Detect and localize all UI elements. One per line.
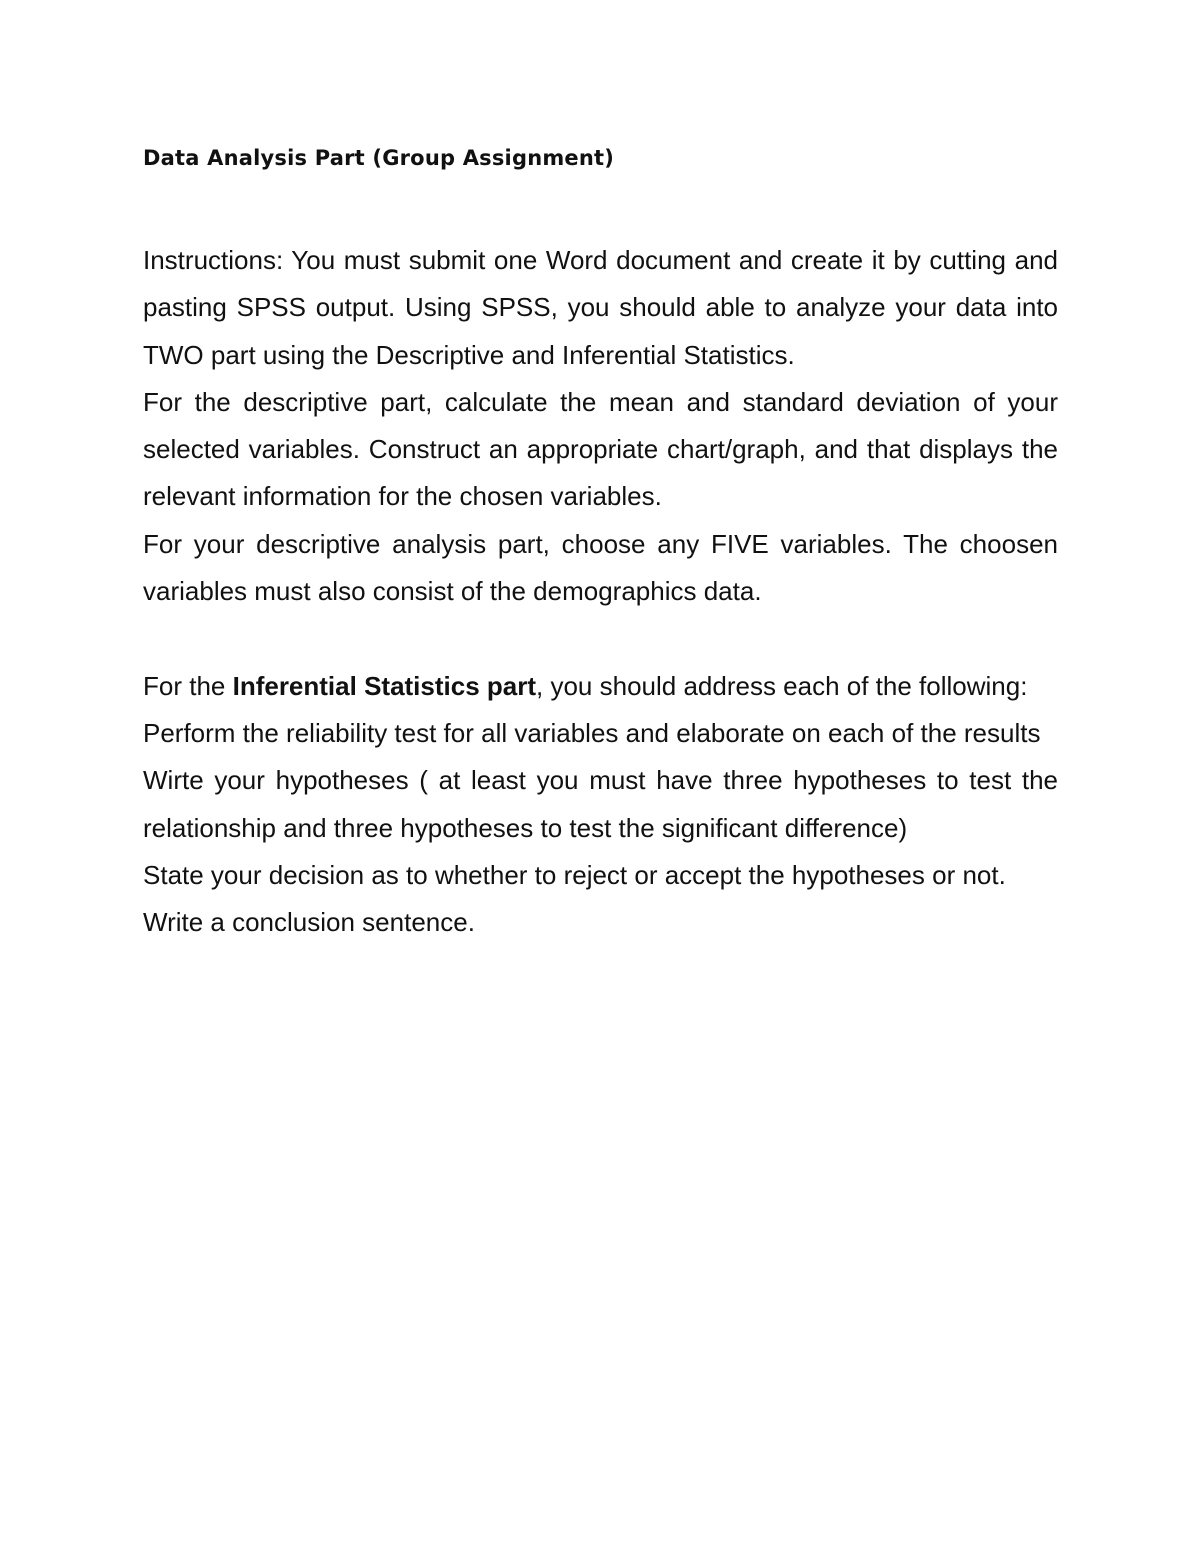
document-title: Data Analysis Part (Group Assignment) bbox=[143, 146, 615, 170]
inferential-intro-bold: Inferential Statistics part bbox=[232, 670, 537, 701]
inferential-intro-lead: For the bbox=[143, 670, 233, 701]
instructions-paragraph: Instructions: You must submit one Word document and create it by cutting and pasting SPSS output. Using SPSS, you should able to analyze your data into TWO part using the Descriptive and Inferential Statistics. bbox=[143, 245, 1058, 370]
descriptive-part-paragraph: For the descriptive part, calculate the mean and standard deviation of your selected variables. Construct an appropriate chart/graph, and that displays the relevant information for the chosen variables. bbox=[143, 386, 1058, 512]
document-body bbox=[143, 237, 1058, 946]
paragraph-spacer bbox=[143, 615, 1058, 662]
inferential-intro-tail: , you should address each of the following: bbox=[536, 670, 1028, 701]
inferential-intro-paragraph bbox=[143, 663, 1058, 710]
hypotheses-paragraph: Wirte your hypotheses ( at least you must have three hypotheses to test the relationship and three hypotheses to test the significant difference) bbox=[143, 765, 1058, 843]
conclusion-paragraph: Write a conclusion sentence. bbox=[143, 907, 475, 938]
decision-paragraph: State your decision as to whether to reject or accept the hypotheses or not. bbox=[143, 859, 1006, 890]
five-variables-paragraph: For your descriptive analysis part, choose any FIVE variables. The choosen variables must also consist of the demographics data. bbox=[143, 528, 1058, 607]
reliability-paragraph: Perform the reliability test for all variables and elaborate on each of the results bbox=[143, 717, 1041, 748]
